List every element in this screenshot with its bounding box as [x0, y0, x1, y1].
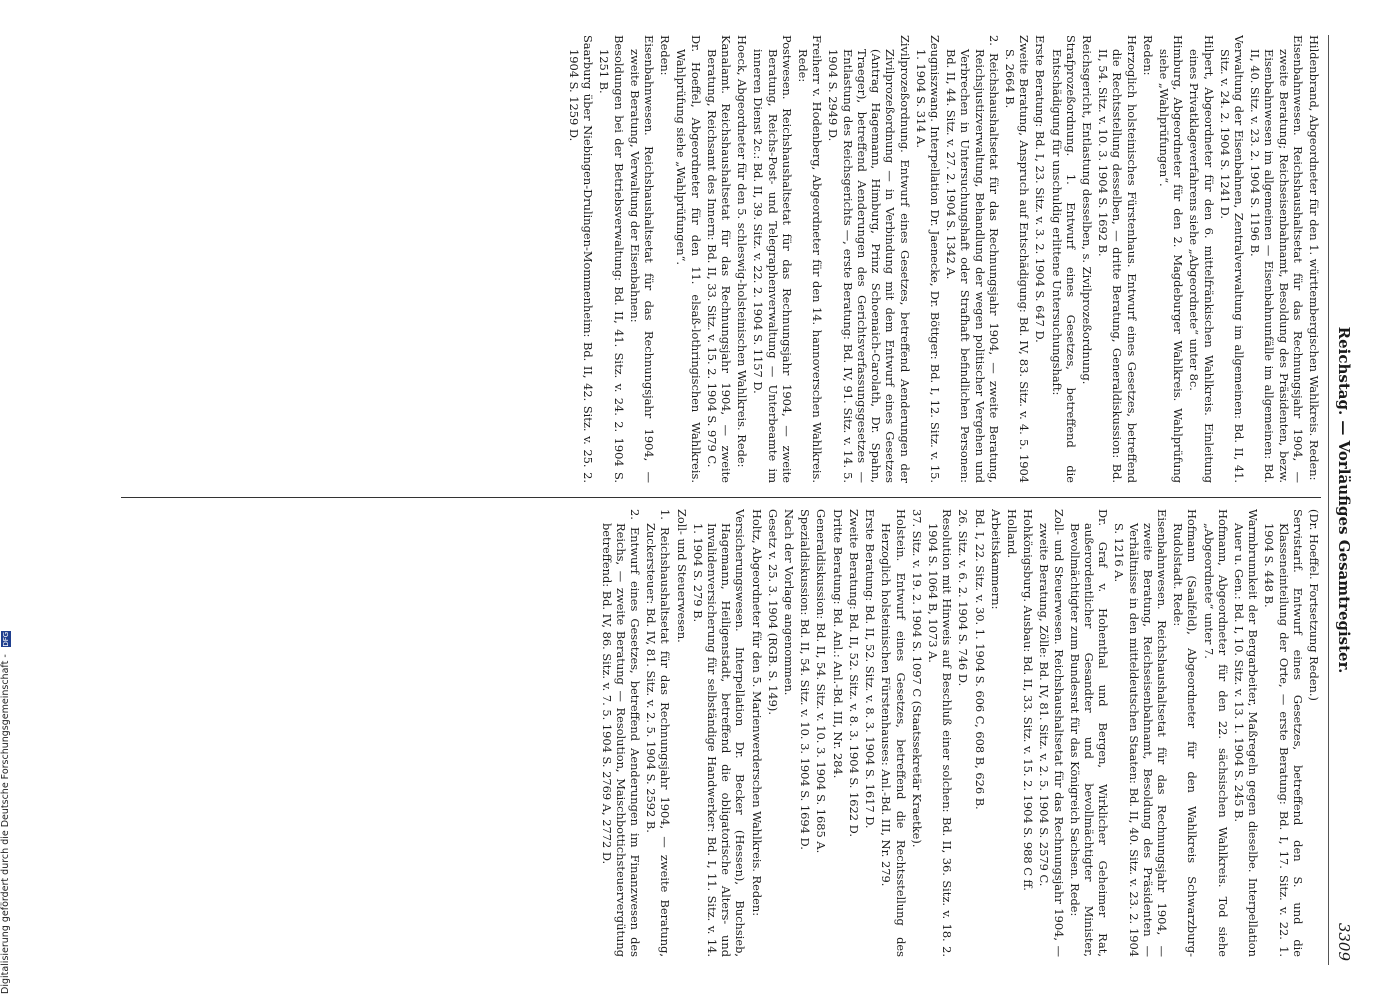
register-entry: 2. Entwurf eines Gesetzes, betreffend Aenderungen im Finanzwesen des Reichs, — zweite Beratung — Resolution, Maischbottichsteuervergütung betreffend: Bd. IV, 86. Sitz. v. 7. 5. 1904 S. 2769 A, 2772 D.	[599, 509, 643, 957]
register-entry: Verwaltung der Eisenbahnen, Zentralverwaltung im allgemeinen: Bd. II, 41. Sitz. v. 24. 2. 1904 S. 1241 D.	[1217, 35, 1246, 483]
rotated-document-page	[15, 35, 1355, 965]
column-rule	[121, 497, 1321, 498]
register-entry: Postwesen. Reichshaushaltsetat für das Rechnungsjahr 1904, — zweite Beratung, Reichs-Post- und Telegraphenverwaltung — Unterbeamte im inneren Dienst 2c.: Bd. II, 39. Sitz. v. 22. 2. 1904 S. 1157 D.	[751, 35, 794, 483]
left-column	[31, 35, 1321, 483]
register-entry: Versicherungswesen. Interpellation Dr. Becker (Hessen), Buchsieb, Hagemann, Heiligenstadt, betreffend die obligatorische Alters- und Invalidenversicherung für selbständige Handwerker: Bd. I, 11. Sitz. v. 14. 1. 1904 S. 279 B.	[690, 509, 748, 957]
register-entry: Resolution mit Hinweis auf Beschluß einer solchen: Bd. II, 36. Sitz. v. 18. 2. 1904 S. 1064 B, 1073 A.	[925, 509, 955, 957]
dfg-logo: DFG	[1, 631, 10, 647]
register-entry: Holstein. Entwurf eines Gesetzes, betreffend die Rechtsstellung des Herzoglich holsteinischen Fürstenhauses: Anl.-Bd. III, Nr. 279.	[879, 509, 908, 957]
register-entry: 37. Sitz. v. 19. 2. 1904 S. 1097 C (Staatssekretär Kraetke).	[909, 509, 924, 848]
register-entry: Hoeck, Abgeordneter für den 5. schleswig-holsteinischen Wahlkreis. Rede:	[735, 35, 750, 468]
register-entry: Zoll- und Steuerwesen.	[674, 509, 689, 643]
register-entry: Hilpert, Abgeordneter für den 6. mittelfränkischen Wahlkreis. Einleitung eines Privatklageverfahrens siehe „Abgeordnete“ unter 8c.	[1187, 35, 1216, 483]
register-entry: Hofmann, Abgeordneter für den 22. sächsischen Wahlkreis. Tod siehe „Abgeordnete“ unter 7.	[1201, 509, 1230, 957]
register-entry: Besoldungen bei der Betriebsverwaltung: Bd. II, 41. Sitz. v. 24. 2. 1904 S. 1251 B.	[597, 35, 626, 483]
register-entry: Holland.	[1004, 509, 1019, 559]
register-entry: Zoll- und Steuerwesen. Reichshaushaltsetat für das Rechnungsjahr 1904, — zweite Beratung, Zölle: Bd. IV, 81. Sitz. v. 2. 5. 1904 S. 2579 C.	[1037, 509, 1066, 957]
register-entry: Zivilprozeßordnung. Entwurf eines Gesetzes, betreffend Aenderungen der Zivilprozeßordnung — in Verbindung mit dem Entwurf eines Gesetzes (Antrag Hagemann, Himburg, Prinz Schoenaich-Carolath, Dr. Spahn, Traeger), betreffend Aenderungen des Gerichtsverfassungsgesetzes — Entlastung des Reichsgerichts —, erste Beratung: Bd. IV, 91. Sitz. v. 14. 5. 1904 S. 2949 D.	[826, 35, 912, 483]
register-entry: Eisenbahnwesen. Reichshaushaltsetat für das Rechnungsjahr 1904, — zweite Beratung, Reichseisenbahnamt, Besoldung des Präsidenten — Verhältnisse in den mitteldeutschen Staaten: Bd. II, 40. Sitz. v. 23. 2. 1904 S. 1216 A.	[1112, 509, 1169, 957]
credit-text: Digitalisierung gefördert durch die Deutsche Forschungsgemeinschaft -	[0, 654, 11, 994]
register-entry: Gesetz v. 25. 3. 1904 (RGB. S. 149).	[765, 509, 780, 715]
register-entry: Bd. I, 22. Sitz. v. 30. 1. 1904 S. 606 C, 608 B, 626 B.	[972, 509, 987, 810]
register-entry: Dritte Beratung: Bd. Anl.: Anl.-Bd. III, Nr. 284.	[830, 509, 845, 779]
register-entry: Eisenbahnwesen. Reichshaushaltsetat für das Rechnungsjahr 1904, — zweite Beratung; Reichseisenbahnamt, Besoldung des Präsidenten, bezw. Eisenbahnwesen im allgemeinen — Eisenbahnunfälle im allgemeinen: Bd. II, 40. Sitz. v. 23. 2. 1904 S. 1196 B.	[1248, 35, 1305, 483]
register-entry: Kanalamt. Reichshaushaltsetat für das Rechnungsjahr 1904, — zweite Beratung, Reichsamt des Innern: Bd. II, 33. Sitz. v. 15. 2. 1904 S. 979 C.	[704, 35, 734, 483]
register-entry: Reden:	[658, 35, 673, 76]
running-head	[1328, 35, 1355, 965]
register-entry: Hofmann (Saalfeld), Abgeordneter für den Wahlkreis Schwarzburg-Rudolstadt. Rede:	[1171, 509, 1200, 957]
register-entry: (Dr. Hoeffel. Fortsetzung Reden.)	[1307, 509, 1321, 701]
register-entry: Holtz, Abgeordneter für den 5. Marienwerderschen Wahlkreis. Reden:	[749, 509, 764, 917]
register-entry: Nach der Vorlage angenommen.	[782, 509, 797, 696]
register-entry: Spezialdiskussion: Bd. II, 54. Sitz. v. 10. 3. 1904 S. 1694 D.	[798, 509, 813, 850]
register-entry: 26. Sitz. v. 6. 2. 1904 S. 746 D.	[956, 509, 971, 687]
register-entry: Herzoglich holsteinisches Fürstenhaus. Entwurf eines Gesetzes, betreffend die Rechtsstellung desselben, — dritte Beratung, Generaldiskussion: Bd. II, 54. Sitz. v. 10. 3. 1904 S. 1692 B.	[1096, 35, 1139, 483]
register-entry: Zweite Beratung, Anspruch auf Entschädigung: Bd. IV, 83. Sitz. v. 4. 5. 1904 S. 2664 B.	[1002, 35, 1032, 483]
register-entry: Warmbrunnkeit der Bergarbeiter, Maßregeln gegen dieselbe. Interpellation Auer u. Gen.: Bd. I, 10. Sitz. v. 13. 1. 1904 S. 245 B.	[1231, 509, 1261, 957]
register-entry: Generaldiskussion: Bd. II, 54. Sitz. v. 10. 3. 1904 S. 1685 A.	[814, 509, 829, 854]
register-entry: Zweite Beratung: Bd. II, 52. Sitz. v. 8. 3. 1904 S. 1622 D.	[846, 509, 861, 837]
register-entry: Saarburg über Niebingen-Drulingen-Mommenheim: Bd. II, 42. Sitz. v. 25. 2. 1904 S. 1259 D.	[567, 35, 596, 483]
register-entry: Hildenbrand, Abgeordneter für den 1. württembergischen Wahlkreis. Reden:	[1307, 35, 1321, 481]
register-entry: Dr. Hoeffel, Abgeordneter für den 11. elsaß-lothringischen Wahlkreis. Wahlprüfung siehe „Wahlprüfungen“.	[674, 35, 703, 483]
register-entry: Erste Beratung: Bd. II, 52. Sitz. v. 8. 3. 1904 S. 1617 D.	[863, 509, 878, 829]
page-number: 3309	[1335, 922, 1353, 961]
register-entry: Erste Beratung: Bd. I, 23. Sitz. v. 3. 2. 1904 S. 647 D.	[1033, 35, 1048, 343]
register-entry: 2. Reichshaushaltsetat für das Rechnungsjahr 1904, — zweite Beratung, Reichsjustizverwaltung, Behandlung der wegen politischer Vergehen und Verbrechen in Untersuchungshaft oder Strafhaft befindlichen Personen: Bd. II, 44. Sitz. v. 27. 2. 1904 S. 1342 A.	[944, 35, 1001, 483]
register-entry: Himburg, Abgeordneter für den 2. Magdeburger Wahlkreis. Wahlprüfung siehe „Wahlprüfungen“.	[1156, 35, 1186, 483]
register-entry: 1. Reichshaushaltsetat für das Rechnungsjahr 1904, — zweite Beratung, Zuckersteuer: Bd. IV, 81. Sitz. v. 2. 5. 1904 S. 2592 B.	[644, 509, 673, 957]
register-entry: Arbeitskammern:	[988, 509, 1003, 610]
text-columns	[21, 35, 1321, 965]
register-entry: Dr. Graf v. Hohenthal und Bergen, Wirklicher Geheimer Rat, außerordentlicher Gesandter und bevollmächtigter Minister, Bevollmächtigter zum Bundesrat für das Königreich Sachsen. Rede:	[1067, 509, 1111, 957]
register-entry: Servistarif. Entwurf eines Gesetzes, betreffend den S. und die Klasseneinteilung der Orte, — erste Beratung: Bd. I, 17. Sitz. v. 22. 1. 1904 S. 448 B.	[1262, 509, 1305, 957]
register-entry: Freiherr v. Hodenberg, Abgeordneter für den 14. hannoverschen Wahlkreis. Rede:	[796, 35, 825, 483]
register-entry: Zeugniszwang. Interpellation Dr. Jaenecke, Dr. Böttger: Bd. I, 12. Sitz. v. 15. 1. 1904 S. 314 A.	[913, 35, 942, 483]
running-head-title: Reichstag. — Vorläufiges Gesamtregister.	[1335, 326, 1353, 674]
register-entry: Eisenbahnwesen. Reichshaushaltsetat für das Rechnungsjahr 1904, — zweite Beratung, Verwaltung der Eisenbahnen:	[627, 35, 657, 483]
register-entry: Strafprozeßordnung. 1. Entwurf eines Gesetzes, betreffend die Entschädigung für unschuldig erlittene Untersuchungshaft:	[1049, 35, 1078, 483]
right-column	[31, 509, 1321, 957]
register-entry: Reichsgericht, Entlastung desselben, s. Zivilprozeßordnung.	[1079, 35, 1094, 385]
register-entry: Reden:	[1140, 35, 1155, 76]
register-entry: Hohkönigsburg. Ausbau: Bd. II, 33. Sitz. v. 15. 2. 1904 S. 988 C ff.	[1021, 509, 1036, 891]
digitization-credit	[0, 0, 16, 1000]
